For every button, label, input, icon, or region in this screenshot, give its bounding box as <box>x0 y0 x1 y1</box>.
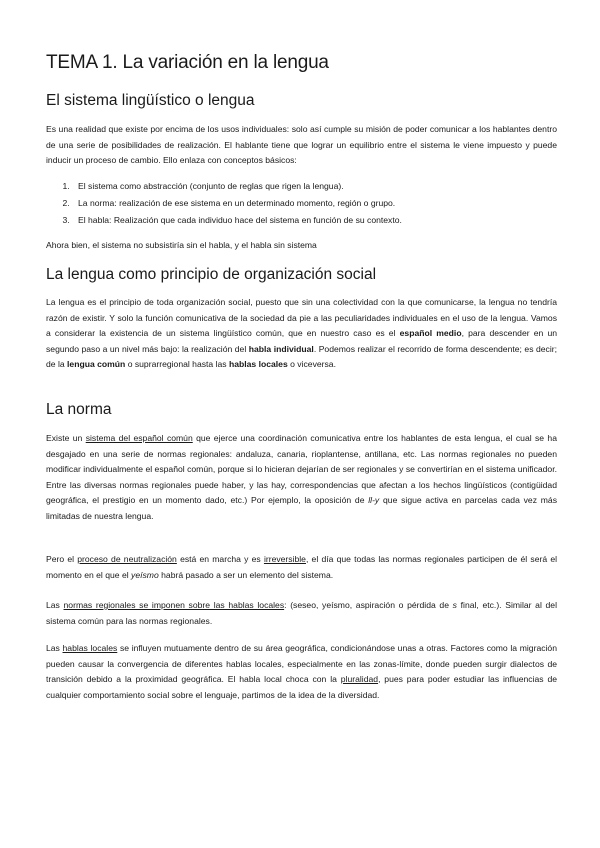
text-run: final, etc.). Similar al del sistema común para las normas regionales. <box>46 600 557 626</box>
underlined-term: normas regionales se imponen sobre las hablas locales <box>63 600 285 610</box>
underlined-term: hablas locales <box>62 643 118 653</box>
text-run: que ejerce una coordinación comunicativa entre los hablantes de esta lengua, el cual se ha desgajado en una serie de normas regionales: andaluza, canaria, rioplantense, antillana, etc. Las normas regionales no pueden modificar individualmente el español común, porque si lo hicieran dejarían de ser regionales y se convertirían en el sistema unificador. Entre las diversas normas regionales puede haber, y las hay, correspondencias que afectan a los hechos lingüísticos (contigüidad geográfica, el prestigio en un momento dado, etc.) Por ejemplo, la oposición de <box>46 433 557 506</box>
text-run: habrá pasado a ser un elemento del sistema. <box>161 569 334 580</box>
sistema-intro-paragraph: Es una realidad que existe por encima de los usos individuales: solo así cumple su misión de poder comunicar a los hablantes dentro de una serie de posibilidades de realización. El hablante tiene que lograr un equilibrio entre el sistema le viene impuesto y puede inducir un proceso de cambio. Ello enlaza con conceptos básicos: <box>46 124 557 166</box>
section-heading-organizacion: La lengua como principio de organización social <box>46 266 377 283</box>
list-item: 2. La norma: realización de ese sistema en un determinado momento, región o grupo. <box>72 195 557 212</box>
underlined-term: sistema del español común <box>85 433 193 443</box>
italic-term: ll-y <box>368 495 380 506</box>
sistema-closing-paragraph: Ahora bien, el sistema no subsistiría sin el habla, y el habla sin sistema <box>46 240 317 250</box>
underlined-term: proceso de neutralización <box>77 554 177 564</box>
text-run: , el día que todas las normas regionales participen de él será el momento en el que el <box>46 554 558 580</box>
norma-paragraph-4 <box>46 641 557 703</box>
italic-term: yeísmo <box>131 569 159 580</box>
organizacion-paragraph <box>46 295 557 373</box>
text-run: Las <box>46 643 60 653</box>
bold-term: lengua común <box>67 359 126 370</box>
text-run: Existe un <box>46 433 83 443</box>
norma-paragraph-1 <box>46 431 557 525</box>
italic-term: s <box>452 600 457 610</box>
text-run: : (seseo, yeísmo, aspiración o pérdida de <box>284 600 449 610</box>
text-run: . Podemos realizar el recorrido de forma descendente; es decir; de la <box>46 343 558 370</box>
underlined-term: pluralidad <box>340 674 379 685</box>
list-item: 3. El habla: Realización que cada individuo hace del sistema en función de su contexto. <box>72 212 557 229</box>
text-run: que sigue activa en parcelas cada vez más limitadas de nuestra lengua. <box>46 495 558 521</box>
text-run: La lengua es el principio de toda organización social, puesto que sin una colectividad con la que comunicarse, la lengua no tendría razón de existir. Y solo la función comunicativa de la sociedad da pie a las peculiaridades individuales en el uso de la lengua. Vamos a considerar la existencia de un sistema lingüístico común, que en nuestro caso es el <box>46 297 557 339</box>
text-run: , pues para poder estudiar las influencias de cualquier comportamiento social sobre el lenguaje, partimos de la idea de la diversidad. <box>46 674 558 700</box>
text-run: o viceversa. <box>290 359 336 370</box>
text-run: está en marcha y es <box>180 554 261 564</box>
text-run: o suprarregional hasta las <box>127 359 227 370</box>
concepts-list <box>46 178 557 229</box>
text-run: Las <box>46 600 60 610</box>
bold-term: español medio <box>399 328 462 339</box>
norma-paragraph-3 <box>46 598 557 629</box>
norma-paragraph-2 <box>46 552 557 583</box>
underlined-term: irreversible <box>263 554 306 564</box>
text-run: Pero el <box>46 554 75 564</box>
section-heading-norma: La norma <box>46 401 112 418</box>
section-heading-sistema: El sistema lingüístico o lengua <box>46 92 255 109</box>
bold-term: hablas locales <box>228 359 288 370</box>
page-title: TEMA 1. La variación en la lengua <box>46 52 329 73</box>
bold-term: habla individual <box>248 343 314 354</box>
list-item: 1. El sistema como abstracción (conjunto de reglas que rigen la lengua). <box>72 178 557 195</box>
text-run: , para descender en un segundo paso a un nivel más bajo: la realización del <box>46 328 558 354</box>
text-run: se influyen mutuamente dentro de su área geográfica, condicionándose unas a otras. Factores como la migración pueden causar la convergencia de diferentes hablas locales, especialmente en las zonas-límite, donde pueden surgir dialectos de transición debido a la proximidad geográfica. El habla local choca con la <box>46 643 557 685</box>
